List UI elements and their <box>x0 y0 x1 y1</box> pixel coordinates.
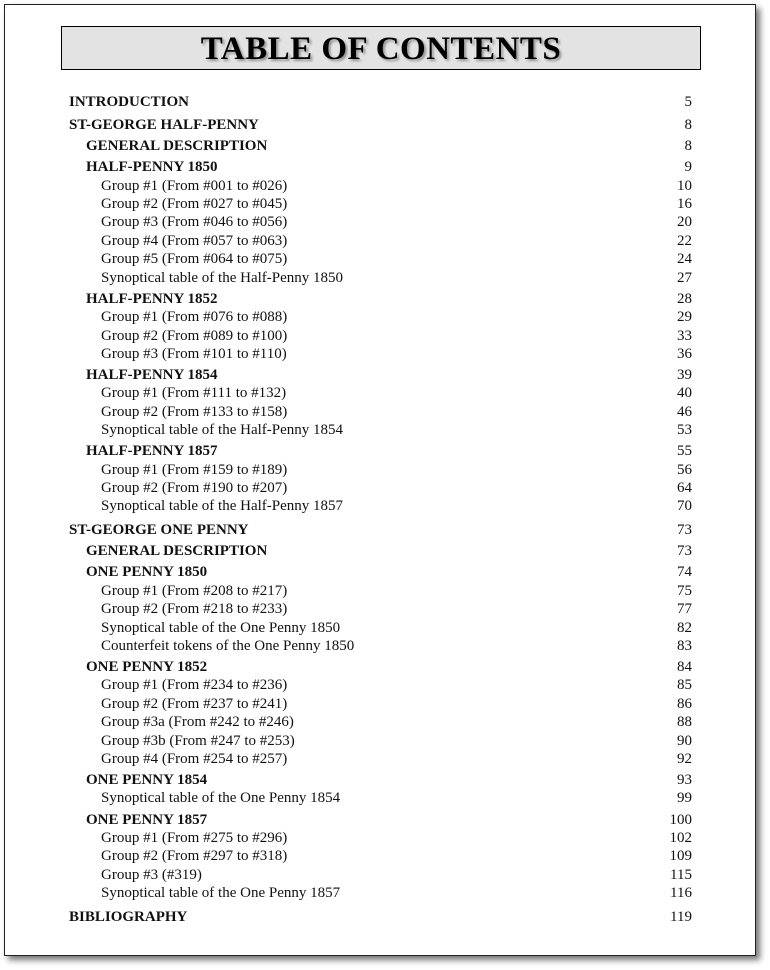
toc-entry[interactable] <box>5 658 755 676</box>
toc-entry-label: Group #2 (From #089 to #100) <box>101 328 288 344</box>
toc-entry-page-number: 5 <box>684 94 692 110</box>
toc-entry-label: Group #2 (From #133 to #158) <box>101 404 288 420</box>
toc-entry-page-number: 40 <box>677 385 692 401</box>
toc-entry[interactable] <box>5 789 755 807</box>
toc-entry-page-number: 77 <box>677 601 692 617</box>
toc-entry-label: Synoptical table of the Half-Penny 1850 <box>101 270 344 286</box>
toc-entry-page-number: 93 <box>677 772 692 788</box>
toc-entry[interactable] <box>5 771 755 789</box>
toc-entry-page-number: 75 <box>677 583 692 599</box>
toc-entry-label: Synoptical table of the One Penny 1857 <box>101 885 341 901</box>
toc-entry-page-number: 86 <box>677 696 692 712</box>
toc-entry-page-number: 73 <box>677 543 692 559</box>
toc-entry[interactable] <box>5 232 755 250</box>
toc-entry-page-number: 39 <box>677 367 692 383</box>
toc-entry[interactable] <box>5 290 755 308</box>
toc-entry-label: Group #3a (From #242 to #246) <box>101 714 294 730</box>
toc-entry-label: HALF-PENNY 1850 <box>86 159 218 175</box>
toc-entry-label: GENERAL DESCRIPTION <box>86 543 268 559</box>
toc-entry[interactable] <box>5 195 755 213</box>
toc-entry-page-number: 33 <box>677 328 692 344</box>
toc-entry-page-number: 22 <box>677 233 692 249</box>
toc-entry-page-number: 53 <box>677 422 692 438</box>
toc-entry-page-number: 73 <box>677 522 692 538</box>
toc-entry-label: Group #1 (From #001 to #026) <box>101 178 288 194</box>
toc-entry-label: Group #1 (From #275 to #296) <box>101 830 288 846</box>
toc-entry-label: Synoptical table of the One Penny 1854 <box>101 790 341 806</box>
toc-entry-page-number: 27 <box>677 270 692 286</box>
toc-entry-page-number: 85 <box>677 677 692 693</box>
toc-entry[interactable] <box>5 908 755 926</box>
toc-entry-page-number: 84 <box>677 659 692 675</box>
toc-entry[interactable] <box>5 116 755 134</box>
toc-entry[interactable] <box>5 884 755 902</box>
toc-entry-label: ST-GEORGE ONE PENNY <box>69 522 249 538</box>
toc-entry-label: HALF-PENNY 1854 <box>86 367 218 383</box>
toc-entry[interactable] <box>5 829 755 847</box>
toc-entry-label: Synoptical table of the Half-Penny 1854 <box>101 422 344 438</box>
toc-entry[interactable] <box>5 811 755 829</box>
toc-entry-label: ONE PENNY 1850 <box>86 564 208 580</box>
toc-entry[interactable] <box>5 695 755 713</box>
toc-entry[interactable] <box>5 847 755 865</box>
toc-entry[interactable] <box>5 732 755 750</box>
toc-entry-label: Group #3 (From #046 to #056) <box>101 214 288 230</box>
toc-entry-label: HALF-PENNY 1852 <box>86 291 218 307</box>
toc-entry[interactable] <box>5 177 755 195</box>
toc-entry[interactable] <box>5 637 755 655</box>
toc-entry[interactable] <box>5 676 755 694</box>
toc-entry-label: ONE PENNY 1857 <box>86 812 208 828</box>
toc-entry-page-number: 88 <box>677 714 692 730</box>
toc-entry-label: Synoptical table of the One Penny 1850 <box>101 620 341 636</box>
toc-entry-label: Group #1 (From #234 to #236) <box>101 677 288 693</box>
toc-entry-label: Group #3 (#319) <box>101 867 202 883</box>
toc-entry-label: Group #4 (From #254 to #257) <box>101 751 288 767</box>
toc-entry-page-number: 102 <box>669 830 692 846</box>
toc-entry-label: Group #2 (From #190 to #207) <box>101 480 288 496</box>
toc-entry[interactable] <box>5 479 755 497</box>
toc-entry-label: ST-GEORGE HALF-PENNY <box>69 117 259 133</box>
toc-entry-page-number: 29 <box>677 309 692 325</box>
toc-entry[interactable] <box>5 582 755 600</box>
toc-entry[interactable] <box>5 403 755 421</box>
toc-entry-label: HALF-PENNY 1857 <box>86 443 218 459</box>
toc-entry-page-number: 8 <box>684 117 692 133</box>
toc-entry-page-number: 74 <box>677 564 692 580</box>
toc-entry[interactable] <box>5 384 755 402</box>
toc-entry[interactable] <box>5 93 755 111</box>
toc-entry-label: Counterfeit tokens of the One Penny 1850 <box>101 638 355 654</box>
toc-entry[interactable] <box>5 308 755 326</box>
toc-entry-page-number: 28 <box>677 291 692 307</box>
toc-entry-label: Group #1 (From #076 to #088) <box>101 309 288 325</box>
toc-entry[interactable] <box>5 137 755 155</box>
toc-entry-page-number: 36 <box>677 346 692 362</box>
toc-entry[interactable] <box>5 327 755 345</box>
toc-entry-label: Group #3 (From #101 to #110) <box>101 346 287 362</box>
toc-entry[interactable] <box>5 750 755 768</box>
toc-entry-page-number: 9 <box>684 159 692 175</box>
toc-entry[interactable] <box>5 250 755 268</box>
toc-entry-page-number: 116 <box>670 885 692 901</box>
toc-entry[interactable] <box>5 442 755 460</box>
toc-entry[interactable] <box>5 866 755 884</box>
toc-entry-label: ONE PENNY 1852 <box>86 659 208 675</box>
toc-entry-page-number: 8 <box>684 138 692 154</box>
toc-entry-label: Group #2 (From #218 to #233) <box>101 601 288 617</box>
toc-entry-page-number: 24 <box>677 251 692 267</box>
page-title: TABLE OF CONTENTS <box>200 31 562 67</box>
toc-entry-page-number: 64 <box>677 480 692 496</box>
toc-entry-page-number: 70 <box>677 498 692 514</box>
toc-entry[interactable] <box>5 269 755 287</box>
toc-entry-page-number: 16 <box>677 196 692 212</box>
toc-entry[interactable] <box>5 213 755 231</box>
toc-entry[interactable] <box>5 542 755 560</box>
toc-entry-label: ONE PENNY 1854 <box>86 772 208 788</box>
toc-entry[interactable] <box>5 366 755 384</box>
toc-entry-page-number: 109 <box>669 848 692 864</box>
toc-entry-label: Group #2 (From #027 to #045) <box>101 196 288 212</box>
toc-entry[interactable] <box>5 521 755 539</box>
toc-entry-label: Group #1 (From #159 to #189) <box>101 462 288 478</box>
toc-entry[interactable] <box>5 158 755 176</box>
toc-entry-page-number: 82 <box>677 620 692 636</box>
toc-entry-page-number: 119 <box>670 909 692 925</box>
toc-entry[interactable] <box>5 563 755 581</box>
document-page <box>4 4 756 956</box>
toc-entry-label: Group #2 (From #237 to #241) <box>101 696 288 712</box>
toc-entry-label: Group #3b (From #247 to #253) <box>101 733 295 749</box>
toc-entry-page-number: 92 <box>677 751 692 767</box>
toc-entry-page-number: 20 <box>677 214 692 230</box>
toc-entry-page-number: 46 <box>677 404 692 420</box>
toc-entry-label: Group #1 (From #111 to #132) <box>101 385 287 401</box>
toc-entry-label: Group #2 (From #297 to #318) <box>101 848 288 864</box>
toc-entry-label: GENERAL DESCRIPTION <box>86 138 268 154</box>
toc-entry[interactable] <box>5 713 755 731</box>
toc-entry[interactable] <box>5 461 755 479</box>
toc-entry-label: Group #1 (From #208 to #217) <box>101 583 288 599</box>
toc-entry-page-number: 10 <box>677 178 692 194</box>
toc-entry-label: Group #5 (From #064 to #075) <box>101 251 288 267</box>
toc-entry-page-number: 83 <box>677 638 692 654</box>
toc-entry[interactable] <box>5 345 755 363</box>
toc-entry-page-number: 115 <box>670 867 692 883</box>
toc-entry[interactable] <box>5 600 755 618</box>
toc-entry-page-number: 56 <box>677 462 692 478</box>
toc-entry-page-number: 100 <box>669 812 692 828</box>
toc-entry-page-number: 90 <box>677 733 692 749</box>
toc-entry-label: INTRODUCTION <box>69 94 190 110</box>
toc-entry-label: Synoptical table of the Half-Penny 1857 <box>101 498 344 514</box>
toc-entry-page-number: 55 <box>677 443 692 459</box>
toc-entry-label: BIBLIOGRAPHY <box>69 909 188 925</box>
toc-list <box>5 5 755 955</box>
toc-entry-label: Group #4 (From #057 to #063) <box>101 233 288 249</box>
toc-entry[interactable] <box>5 497 755 515</box>
toc-entry[interactable] <box>5 421 755 439</box>
toc-entry-page-number: 99 <box>677 790 692 806</box>
toc-entry[interactable] <box>5 619 755 637</box>
